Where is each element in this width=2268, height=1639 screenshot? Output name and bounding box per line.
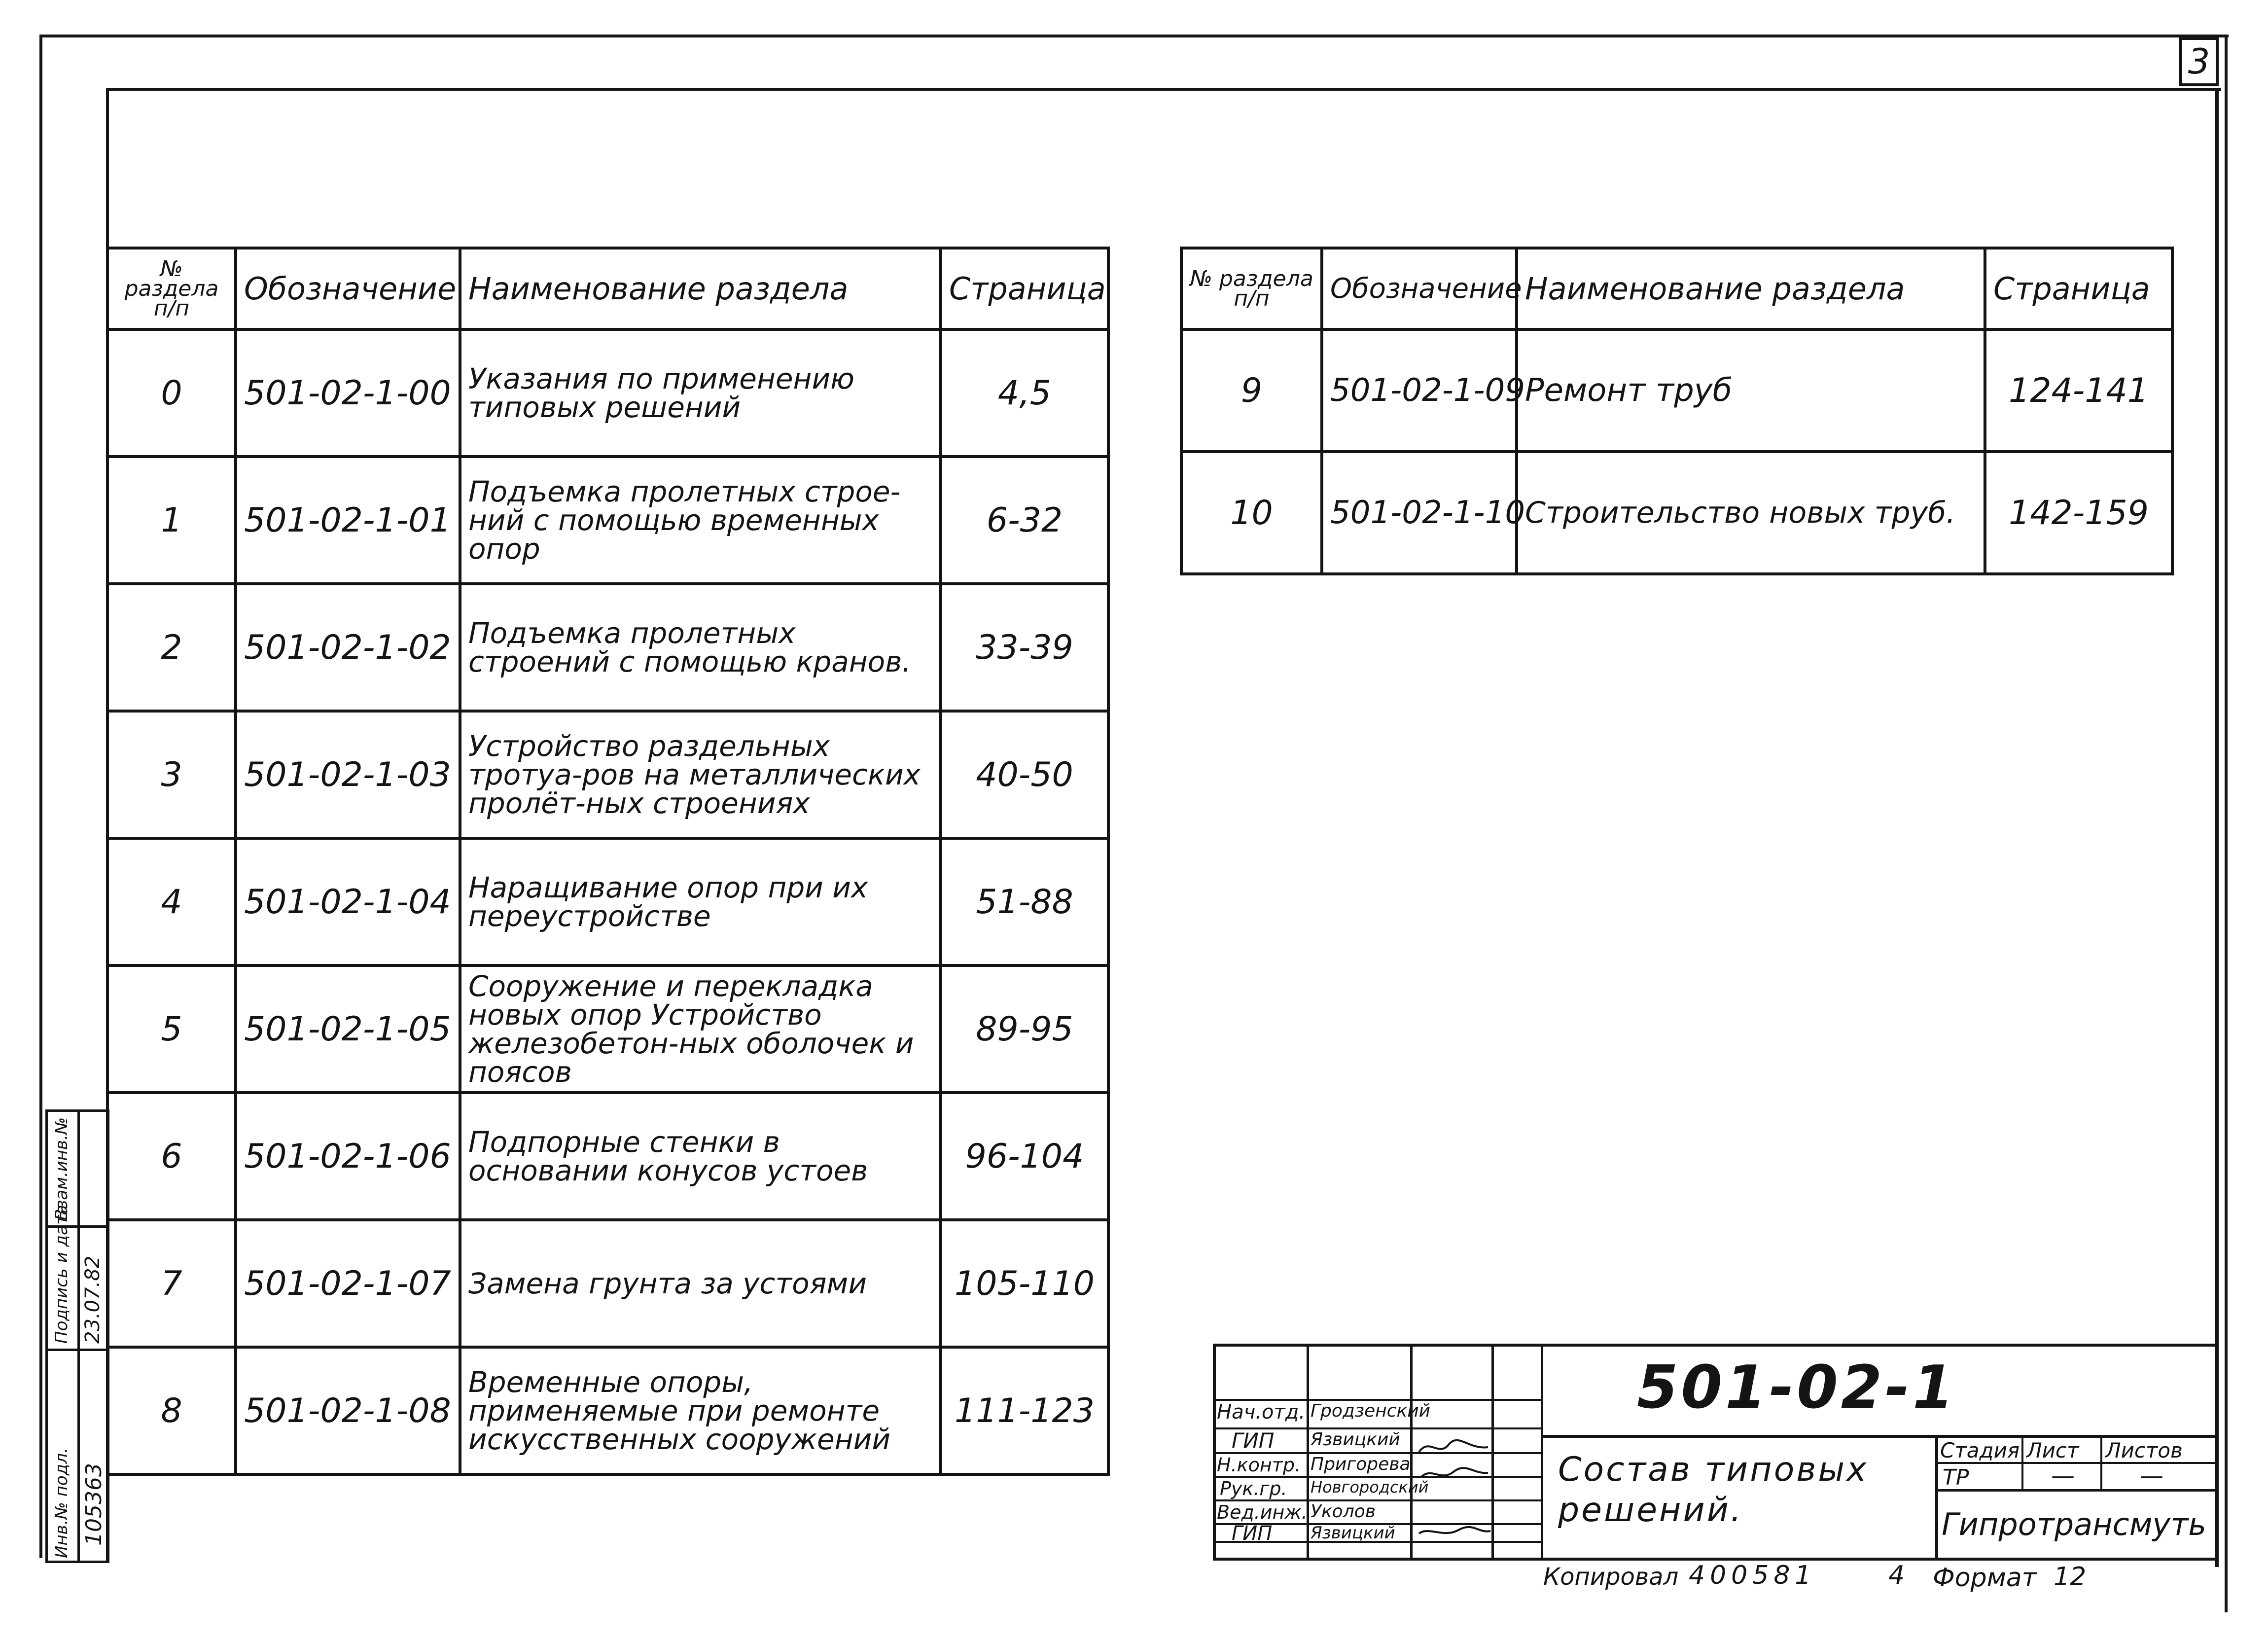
copy-sheet: 4 — [1888, 1561, 1905, 1590]
role-label: Вед.инж. — [1217, 1501, 1308, 1523]
row-name: Подъемка пролетных строе-ний с помощью временных опор — [460, 457, 941, 584]
stamp-date-value: 23.07.82 — [81, 1255, 104, 1344]
designation: 501-02-1 — [1637, 1354, 1957, 1422]
row-page: 40-50 — [941, 711, 1108, 838]
stamp-cell-line — [48, 1349, 107, 1351]
row-num: 5 — [107, 965, 236, 1093]
role-label: ГИП — [1232, 1522, 1273, 1545]
header-page: Страница — [1985, 248, 2172, 329]
role-name: Гродзенский — [1311, 1401, 1430, 1421]
row-num: 8 — [107, 1347, 236, 1474]
row-code: 501-02-1-09 — [1322, 329, 1517, 452]
row-code: 501-02-1-08 — [236, 1347, 460, 1474]
frame-outer-right — [2225, 35, 2228, 1612]
row-name: Подпорные стенки в основании конусов устоев — [460, 1093, 941, 1220]
table-row — [107, 457, 1108, 584]
role-label: Рук.гр. — [1220, 1478, 1287, 1499]
row-code: 501-02-1-03 — [236, 711, 460, 838]
copied-label: Копировал — [1543, 1563, 1679, 1591]
stamp-inv-label: Инв.№ подл. — [52, 1448, 71, 1558]
row-code: 501-02-1-00 — [236, 329, 460, 457]
sheets-value: — — [2140, 1462, 2163, 1490]
row-name: Подъемка пролетных строений с помощью кранов. — [460, 584, 941, 711]
sheet-number: 3 — [2179, 37, 2219, 86]
sheet-label: Лист — [2026, 1438, 2079, 1462]
role-name: Уколов — [1311, 1501, 1376, 1522]
table-row — [107, 329, 1108, 457]
row-num: 6 — [107, 1093, 236, 1220]
table-row — [107, 584, 1108, 711]
row-page: 124-141 — [1985, 329, 2172, 452]
tb-title-divider — [1935, 1435, 1938, 1558]
row-name: Наращивание опор при их переустройстве — [460, 838, 941, 965]
role-label: Нач.отд. — [1217, 1401, 1306, 1424]
role-name: Язвицкий — [1311, 1429, 1400, 1450]
table-row — [107, 965, 1108, 1093]
row-code: 501-02-1-02 — [236, 584, 460, 711]
stage-label: Стадия — [1940, 1438, 2020, 1462]
title-block — [1213, 1344, 2219, 1561]
row-page: 33-39 — [941, 584, 1108, 711]
table-header-row — [1181, 248, 2172, 329]
row-num: 4 — [107, 838, 236, 965]
row-name: Ремонт труб — [1517, 329, 1985, 452]
row-code: 501-02-1-05 — [236, 965, 460, 1093]
row-num: 0 — [107, 329, 236, 457]
header-section-name: Наименование раздела — [460, 248, 941, 329]
table-row — [107, 1220, 1108, 1347]
row-name: Устройство раздельных тротуа-ров на металлических пролёт-ных строениях — [460, 711, 941, 838]
row-code: 501-02-1-10 — [1322, 452, 1517, 574]
row-code: 501-02-1-01 — [236, 457, 460, 584]
stamp-divider — [77, 1112, 80, 1561]
stamp-inv-value: 105363 — [81, 1463, 106, 1546]
table-row — [107, 1093, 1108, 1220]
table-row — [107, 1347, 1108, 1474]
row-page: 89-95 — [941, 965, 1108, 1093]
row-code: 501-02-1-06 — [236, 1093, 460, 1220]
sheets-label: Листов — [2105, 1438, 2183, 1462]
copied-value: 400581 — [1689, 1561, 1816, 1590]
role-name: Новгородский — [1311, 1478, 1429, 1496]
role-label: ГИП — [1232, 1428, 1275, 1453]
row-page: 105-110 — [941, 1220, 1108, 1347]
role-name: Язвицкий — [1311, 1523, 1395, 1543]
frame-outer-top — [39, 35, 2229, 37]
organization: Гипротрансмуть — [1942, 1506, 2206, 1542]
tb-stage-col — [2100, 1435, 2102, 1490]
table-row — [107, 838, 1108, 965]
row-num: 2 — [107, 584, 236, 711]
tb-border-top — [1213, 1344, 2219, 1347]
row-name: Сооружение и перекладка новых опор Устройство железобетон-ных оболочек и поясов — [460, 965, 941, 1093]
row-page: 96-104 — [941, 1093, 1108, 1220]
sections-table-right — [1180, 247, 2174, 575]
tb-stage-row-line2 — [1935, 1489, 2219, 1492]
stamp-replace-label: Взам.инв.№ — [52, 1117, 71, 1220]
row-num: 3 — [107, 711, 236, 838]
sheet-title: Состав типовых решений. — [1558, 1450, 1869, 1530]
row-name: Временные опоры, применяемые при ремонте искусственных сооружений — [460, 1347, 941, 1474]
row-num: 9 — [1181, 329, 1322, 452]
stamp-sign-label: Подпись и дата — [52, 1205, 71, 1344]
role-label: Н.контр. — [1217, 1454, 1301, 1476]
table-header-row — [107, 248, 1108, 329]
sheet-value: — — [2051, 1462, 2075, 1490]
format-label: Формат — [1933, 1563, 2037, 1593]
tb-designation-divider — [1541, 1435, 2219, 1438]
row-num: 1 — [107, 457, 236, 584]
table-row — [107, 711, 1108, 838]
row-page: 111-123 — [941, 1347, 1108, 1474]
header-page: Страница — [941, 248, 1108, 329]
header-designation: Обозначение — [236, 248, 460, 329]
sections-table-left — [106, 247, 1110, 1476]
header-section-name: Наименование раздела — [1517, 248, 1985, 329]
row-page: 4,5 — [941, 329, 1108, 457]
format-value: 12 — [2054, 1562, 2087, 1592]
header-section-num: № раздела п/п — [1181, 248, 1322, 329]
table-row — [1181, 329, 2172, 452]
row-name: Замена грунта за устоями — [460, 1220, 941, 1347]
row-code: 501-02-1-07 — [236, 1220, 460, 1347]
header-designation: Обозначение — [1322, 248, 1517, 329]
row-code: 501-02-1-04 — [236, 838, 460, 965]
row-page: 6-32 — [941, 457, 1108, 584]
frame-outer-left — [39, 35, 42, 1558]
frame-inner-top — [106, 88, 2221, 91]
row-page: 51-88 — [941, 838, 1108, 965]
tb-stage-col — [2021, 1435, 2023, 1490]
row-name: Указания по применению типовых решений — [460, 329, 941, 457]
role-name: Пригорева — [1311, 1454, 1411, 1474]
signatures-icon — [1414, 1432, 1493, 1546]
stage-value: ТР — [1943, 1465, 1969, 1490]
row-page: 142-159 — [1985, 452, 2172, 574]
row-num: 7 — [107, 1220, 236, 1347]
row-num: 10 — [1181, 452, 1322, 574]
row-name: Строительство новых труб. — [1517, 452, 1985, 574]
side-stamp — [45, 1109, 109, 1563]
header-section-num: № раздела п/п — [107, 248, 236, 329]
table-row — [1181, 452, 2172, 574]
